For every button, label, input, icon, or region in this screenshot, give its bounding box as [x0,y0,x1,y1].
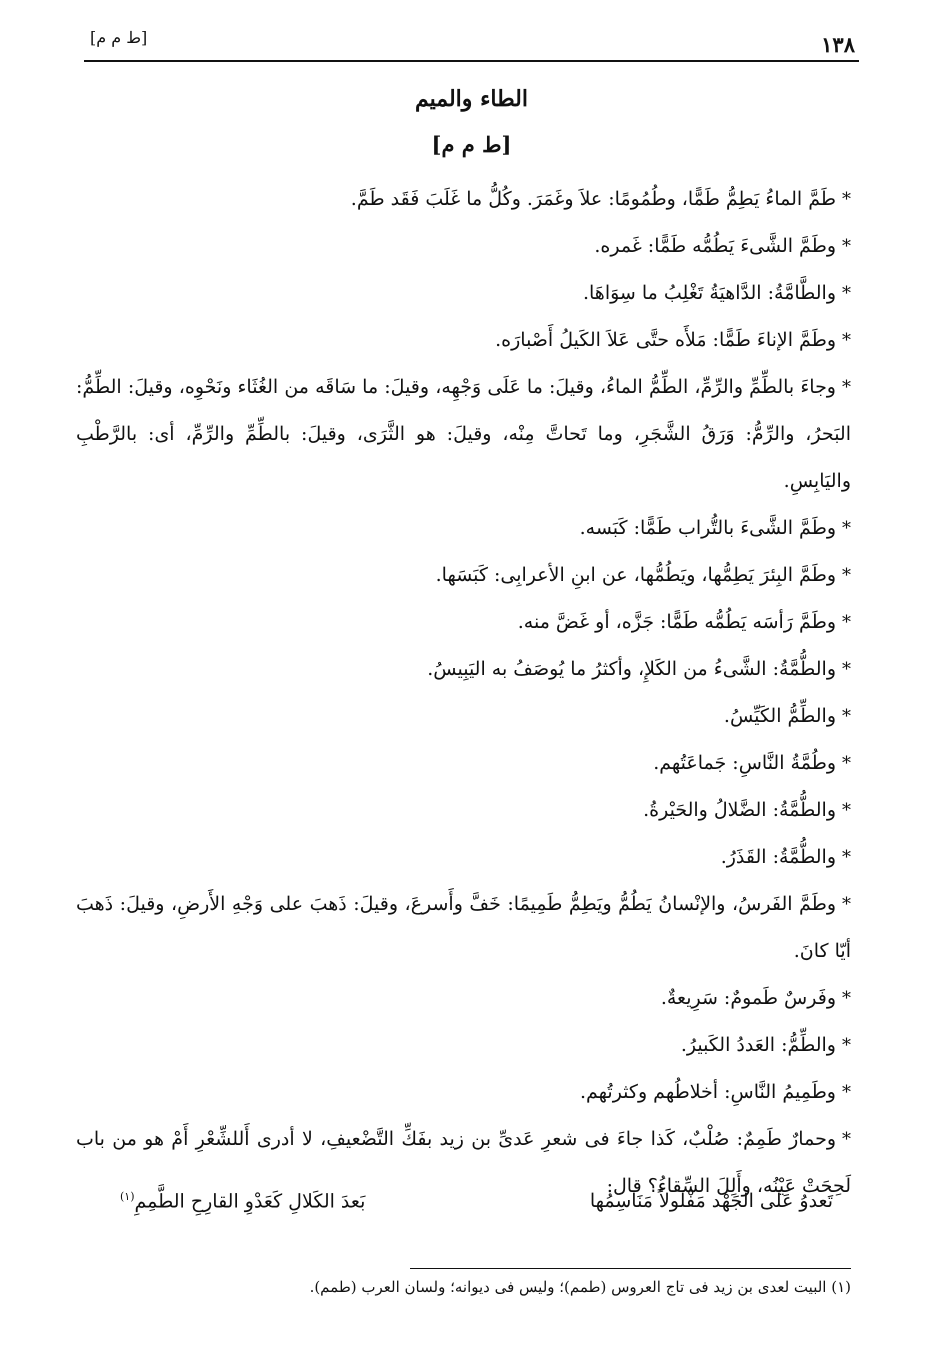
root-heading: [ط م م] [431,132,512,157]
entry-star-icon: * [842,800,851,821]
entry [76,1069,851,1116]
entry-text: والطَّامَّةُ: الدَّاهيَةُ تَغْلِبُ ما سِوَاهَا. [582,282,836,304]
entry-star-icon: * [842,189,851,210]
entry [76,552,851,599]
entry [76,364,851,505]
entry-text: والطُّمَّةُ: الضَّلالُ والحَيْرةُ. [643,799,836,821]
entry [76,270,851,317]
entry-star-icon: * [842,1082,851,1103]
chapter-title: الطاء والميم [414,86,528,112]
entry [76,1022,851,1069]
entry [76,317,851,364]
entry-text: وجاءَ بالطِّمِّ والرِّمِّ، الطِّمُّ الماءُ، وقيلَ: ما عَلَى وَجْهِه، وقيلَ: ما سَاقَه من الغُثَاء ونَحْوِه، وقيلَ: الطِّمُّ: البَحرُ، والرِّمُّ: وَرَقُ الشَّجَرِ، وما تَحاتَّ مِنْه، وقيلَ: هو الثَّرَى، وقيلَ: بالطِّمِّ والرِّمِّ، أى: بالرَّطْبِ واليَابِسِ. [76,376,851,492]
entry-star-icon: * [842,330,851,351]
entry-star-icon: * [842,283,851,304]
entry-star-icon: * [842,894,851,915]
entry-text: وطَمَّ الفَرسُ، والإنْسانُ يَطُمُّ ويَطِمُّ طَمِيمًا: خَفَّ وأَسرعَ، وقيلَ: ذَهبَ على وَجْهِ الأَرضِ، وقيلَ: ذَهبَ أيّا كانَ. [76,893,851,962]
entry-star-icon: * [842,518,851,539]
header-rule [84,60,859,62]
verse-first-hemistich: تَعدوُ عَلَى الجَهْد مَفْلولاً مَنَاسِمُها [589,1190,833,1212]
verse-second-hemistich-text: بَعدَ الكَلالِ كَعَدْوِ القارِحِ الطَّمِمِ [134,1190,366,1213]
entry-text: والطِّمُّ: العَددُ الكَبيرُ. [680,1034,836,1056]
entry-star-icon: * [842,377,851,398]
footnote-rule [410,1268,851,1269]
entry-text: والطُّمَّةُ: القَذَرُ. [720,846,836,868]
entry-text: وطَمَّ الإناءَ طَمًّا: مَلأَه حتَّى عَلاَ الكَيلُ أَصْبارَه. [495,329,836,351]
entry [76,787,851,834]
entry-text: وحمارٌ طَمِمٌ: صُلْبٌ، كَذا جاءَ فى شعرِ عَدىِّ بن زيد بفَكِّ التَّضْعيفِ، لا أدرى أَللشِّعْرِ أَمْ هو من باب لَحِحَتْ عَيْنُه، وأَلِلَ السِّقاءُ؟ قال: [76,1128,851,1197]
entry-star-icon: * [842,236,851,257]
entry [76,505,851,552]
entry-star-icon: * [842,659,851,680]
entry-star-icon: * [842,1129,851,1150]
entry-star-icon: * [842,565,851,586]
entry-text: وفَرسٌ طَمومٌ: سَرِيعةٌ. [660,987,836,1009]
entry-star-icon: * [842,988,851,1009]
entry-text: وطَمَّ الشَّىءَ بالتُّراب طَمًّا: كَبَسه. [579,517,836,539]
verse-second-hemistich [120,1190,365,1212]
footnote: (١) البيت لعدى بن زيد فى تاج العروس (طمم)؛ وليس فى ديوانه؛ ولسان العرب (طمم). [309,1278,851,1296]
entry [76,599,851,646]
entry [76,740,851,787]
entry-star-icon: * [842,612,851,633]
entry-text: وطَمِيمُ النَّاسِ: أخلاطُهم وكثرتُهم. [579,1081,836,1103]
entry-text: وطَمَّ البِئرَ يَطِمُّها، ويَطُمُّها، عن ابنِ الأعرابِى: كَبَسَها. [435,564,836,586]
entry-text: وطُمَّةُ النَّاسِ: جَماعَتُهم. [653,752,836,774]
entry-star-icon: * [842,847,851,868]
entry-text: وطَمَّ رَأسَه يَطُمُّه طَمًّا: جَزَّه، أو غَضَّ منه. [517,611,836,633]
entry [76,646,851,693]
entry [76,176,851,223]
entry [76,975,851,1022]
entry [76,881,851,975]
entries-list [76,176,851,1213]
entry [76,834,851,881]
footnote-marker: (١) [120,1190,135,1203]
entry [76,693,851,740]
entry [76,223,851,270]
entry-star-icon: * [842,706,851,727]
entry-text: وطَمَّ الشَّىءَ يَطُمُّه طَمًّا: غَمره. [594,235,836,257]
running-head: [ط م م] [90,28,148,47]
entry-star-icon: * [842,753,851,774]
page-number: ١٣٨ [821,32,855,57]
poetry-verse [120,1190,833,1212]
entry-text: والطِّمُّ الكَيِّسُ. [723,705,836,727]
entry-star-icon: * [842,1035,851,1056]
entry-text: طَمَّ الماءُ يَطِمُّ طَمًّا، وطُمُومًا: علاَ وغَمَرَ. وكُلُّ ما غَلَبَ فَقَد طَمَّ. [350,188,836,210]
entry-text: والطُّمَّةُ: الشَّىءُ من الكَلإِ، وأكثرُ ما يُوصَفُ به اليَبِيسُ. [427,658,836,680]
